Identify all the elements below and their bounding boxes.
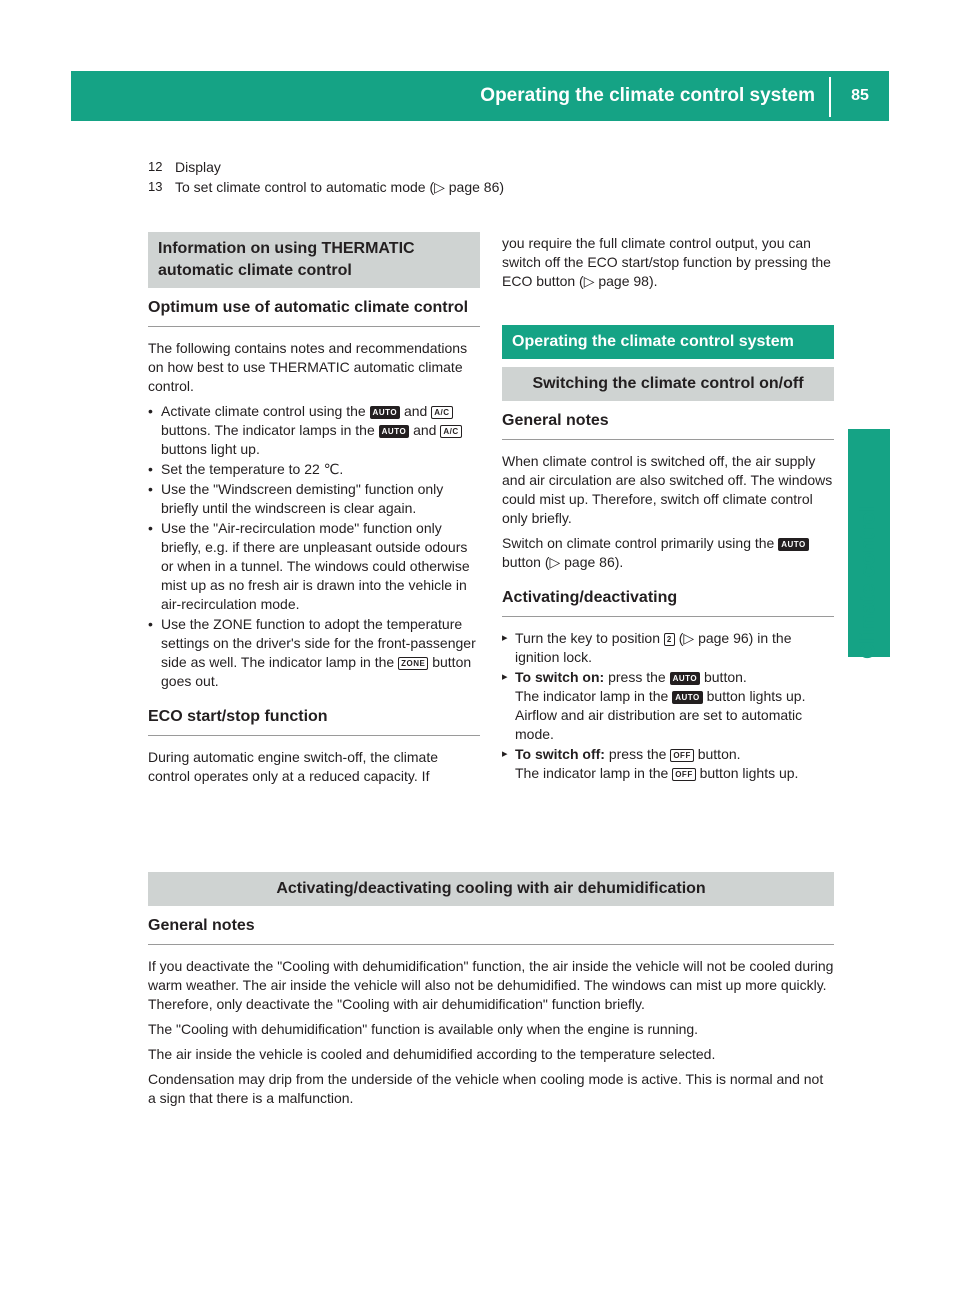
cooling-paragraph: Condensation may drip from the underside of the vehicle when cooling mode is active. This is normal and not a sign that there is a malfunction. [148, 1071, 824, 1106]
general-notes-paragraph: When climate control is switched off, the air supply and air circulation are also switched off. The windows could mist up. Therefore, switch off climate control only briefly. [502, 453, 833, 526]
right-column [502, 234, 834, 791]
left-column [148, 232, 480, 792]
step-item: ▸ To switch off: press the OFF button. The indicator lamp in the OFF button lights up. [502, 745, 834, 783]
side-tab-label: Climate control [856, 506, 880, 659]
auto-button-icon: AUTO [670, 672, 701, 685]
ac-button-icon: A/C [440, 425, 461, 438]
ac-button-icon: A/C [431, 406, 452, 419]
list-item: • Use the "Windscreen demisting" function only briefly until the windscreen is clear again. [148, 480, 480, 518]
intro-paragraph: The following contains notes and recommendations on how best to use THERMATIC automatic climate control. [148, 340, 468, 394]
cooling-paragraph: The air inside the vehicle is cooled and dehumidified according to the temperature selected. [148, 1046, 716, 1062]
list-item: • Activate climate control using the AUTO and A/C buttons. The indicator lamps in the AUTO and A/C buttons light up. [148, 402, 480, 459]
step-list [502, 629, 834, 783]
section-heading-operating: Operating the climate control system [502, 325, 834, 359]
off-button-icon: OFF [670, 749, 694, 762]
auto-button-icon: AUTO [778, 538, 809, 551]
zone-button-icon: ZONE [398, 657, 428, 670]
off-button-icon: OFF [672, 768, 696, 781]
cooling-section [148, 872, 834, 1114]
auto-button-icon: AUTO [672, 691, 703, 704]
auto-button-icon: AUTO [379, 425, 410, 438]
legend-item [148, 157, 828, 177]
list-item: • Set the temperature to 22 ℃. [148, 460, 480, 479]
subheading-general-notes: General notes [502, 409, 834, 440]
recommendation-list [148, 402, 480, 691]
cooling-paragraph: If you deactivate the "Cooling with dehumidification" function, the air inside the vehicle will not be cooled during warm weather. The air inside the vehicle will also not be dehumidified. The windows can mist up more quickly. Therefore, only deactivate the "Cooling with air dehumidification" function briefly. [148, 958, 834, 1012]
legend-text[interactable]: To set climate control to automatic mode (▷ page 86) [175, 179, 505, 195]
list-item: • Use the ZONE function to adopt the temperature settings on the driver's side for the front-passenger side as well. The indicator lamp in the ZONE button goes out. [148, 615, 480, 691]
subheading-activating: Activating/deactivating [502, 586, 834, 617]
page-header [71, 71, 889, 121]
step-item: ▸ To switch on: press the AUTO button. The indicator lamp in the AUTO button lights up. Airflow and air distribution are set to automatic mode. [502, 668, 834, 744]
general-notes-paragraph-2[interactable]: Switch on climate control primarily using the AUTO button (▷ page 86). [502, 534, 834, 572]
auto-button-icon: AUTO [370, 406, 401, 419]
key-position-icon: 2 [664, 633, 675, 646]
step-item[interactable]: ▸ Turn the key to position 2 (▷ page 96) in the ignition lock. [502, 629, 834, 667]
legend-text: Display [175, 159, 221, 175]
list-item: • Use the "Air-recirculation mode" function only briefly, e.g. if there are unpleasant outside odours or when in a tunnel. The windows could otherwise mist up as no fresh air is drawn into the vehicle in air-recirculation mode. [148, 519, 480, 614]
subheading-cooling-general: General notes [148, 914, 834, 945]
eco-paragraph-continued[interactable]: you require the full climate control output, you can switch off the ECO start/stop function by pressing the ECO button (▷ page 98). [502, 235, 831, 289]
legend-number: 12 [148, 159, 163, 174]
section-heading-cooling: Activating/deactivating cooling with air dehumidification [148, 872, 834, 906]
section-heading-info: Information on using THERMATIC automatic climate control [148, 232, 480, 288]
cooling-paragraph: The "Cooling with dehumidification" function is available only when the engine is running. [148, 1021, 699, 1037]
legend-item [148, 177, 828, 197]
subheading-optimum-use: Optimum use of automatic climate control [148, 296, 480, 327]
legend-list [148, 157, 828, 197]
page-number: 85 [851, 87, 869, 104]
subheading-eco: ECO start/stop function [148, 705, 480, 736]
page-title: Operating the climate control system [480, 85, 815, 106]
legend-number: 13 [148, 179, 163, 194]
eco-paragraph: During automatic engine switch-off, the climate control operates only at a reduced capacity. If [148, 749, 438, 784]
section-heading-switching: Switching the climate control on/off [502, 367, 834, 401]
